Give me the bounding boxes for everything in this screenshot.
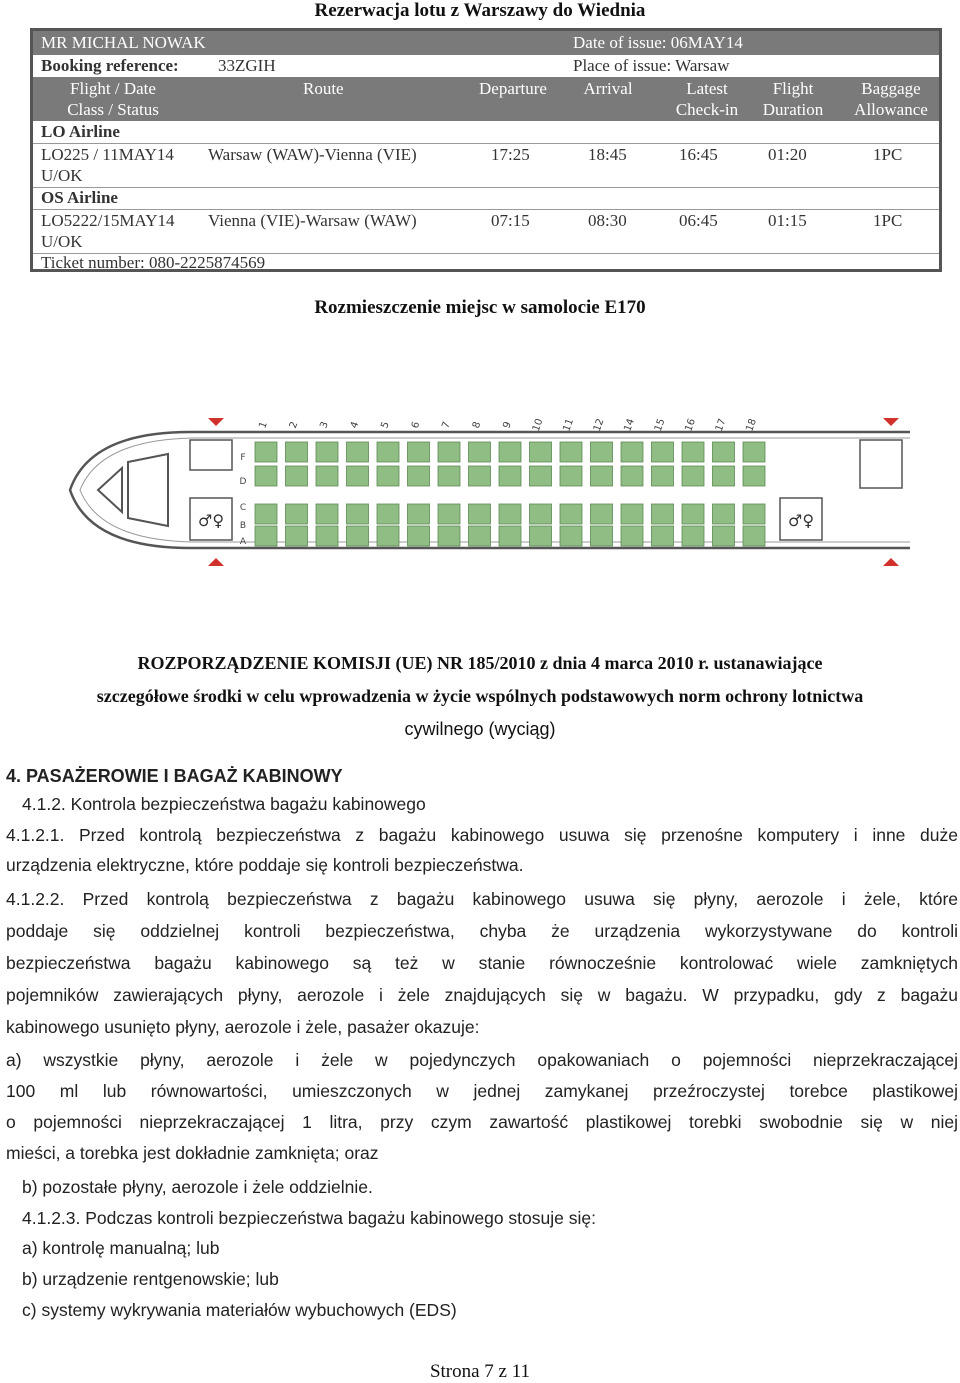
paragraph-line: 4.1.2.1. Przed kontrolą bezpieczeństwa z bagażu kabinowego usuwa się przenośne komputery i inne duże	[6, 825, 958, 845]
ticket-header-row	[33, 31, 939, 55]
galley	[190, 440, 232, 470]
seatmap-title: Rozmieszczenie miejsc w samolocie E170	[314, 297, 646, 318]
seat	[560, 526, 582, 546]
col-arrival: Arrival	[583, 79, 633, 98]
seat-letter: F	[240, 453, 246, 463]
airline-name: LO Airline	[41, 122, 120, 141]
arrival-time: 08:30	[588, 211, 627, 230]
seat	[438, 466, 460, 486]
col-latest: Latest	[686, 79, 728, 98]
col-duration: Duration	[762, 100, 824, 119]
col-baggage: Baggage	[861, 79, 921, 98]
seat	[347, 526, 369, 546]
lavatory-icon: ♂♀	[197, 511, 225, 530]
seat	[530, 466, 552, 486]
place-of-issue: Place of issue: Warsaw	[573, 56, 730, 75]
seat	[560, 466, 582, 486]
page-title: Rezerwacja lotu z Warszawy do Wiednia	[314, 0, 646, 21]
seat-row-number: 15	[652, 417, 668, 434]
ticket-number-row	[33, 253, 939, 273]
seat-row-number: 7	[440, 420, 453, 431]
seat	[438, 526, 460, 546]
col-checkin: Check-in	[675, 100, 739, 119]
seat	[316, 526, 338, 546]
paragraph-line: urządzenia elektryczne, które poddaje się kontroli bezpieczeństwa.	[6, 855, 524, 875]
seat	[530, 526, 552, 546]
seat-row-number: 10	[530, 417, 546, 434]
seat	[438, 504, 460, 524]
seat	[438, 442, 460, 462]
route: Warsaw (WAW)-Vienna (VIE)	[208, 145, 417, 164]
seat	[255, 466, 277, 486]
paragraph-line: kabinowego usunięto płyny, aerozole i żele, pasażer okazuje:	[6, 1017, 480, 1037]
status: U/OK	[41, 232, 83, 251]
seat	[743, 504, 765, 524]
paragraph-line: pojemników zawierających płyny, aerozole i żele znajdujących się w bagażu. W przypadku, gdy z bagażu	[6, 985, 958, 1005]
seat-row-number: 18	[744, 417, 759, 434]
seat	[377, 504, 399, 524]
seat	[682, 504, 704, 524]
divider	[33, 209, 939, 210]
seat	[652, 526, 674, 546]
seat	[713, 466, 735, 486]
galley	[860, 440, 902, 488]
seat	[560, 442, 582, 462]
exit-arrow-icon	[883, 558, 899, 566]
seat-row-number: 11	[561, 417, 576, 434]
seat-row-number: 1	[257, 420, 270, 431]
segment-row	[33, 187, 939, 253]
seat	[530, 504, 552, 524]
col-flight: Flight	[772, 79, 814, 98]
seat	[621, 442, 643, 462]
seat	[286, 442, 308, 462]
seat	[316, 466, 338, 486]
seat	[621, 504, 643, 524]
departure-time: 07:15	[491, 211, 530, 230]
seat-row-number: 9	[501, 420, 514, 431]
baggage-allowance: 1PC	[873, 211, 903, 230]
seat	[652, 442, 674, 462]
seat	[621, 466, 643, 486]
baggage-allowance: 1PC	[873, 145, 903, 164]
seat	[286, 526, 308, 546]
seat	[286, 504, 308, 524]
ticket-number: Ticket number: 080-2225874569	[41, 253, 266, 272]
checkin-time: 06:45	[679, 211, 718, 230]
seat	[713, 526, 735, 546]
seat-row-number: 6	[409, 420, 423, 431]
seat	[255, 442, 277, 462]
divider	[33, 187, 939, 188]
seat	[408, 466, 430, 486]
segment-row	[33, 121, 939, 187]
seat	[377, 526, 399, 546]
seat	[682, 442, 704, 462]
seat	[530, 442, 552, 462]
divider	[33, 143, 939, 144]
date-of-issue: Date of issue: 06MAY14	[573, 33, 743, 52]
booking-ref: 33ZGIH	[218, 56, 276, 75]
exit-arrow-icon	[883, 418, 899, 426]
seat	[255, 504, 277, 524]
col-allowance: Allowance	[854, 100, 928, 119]
seat	[347, 442, 369, 462]
seat	[469, 526, 491, 546]
seat	[743, 442, 765, 462]
exit-arrow-icon	[208, 558, 224, 566]
arrival-time: 18:45	[588, 145, 627, 164]
seat	[591, 526, 613, 546]
page-footer: Strona 7 z 11	[429, 1361, 531, 1382]
seat	[377, 442, 399, 462]
seat	[713, 504, 735, 524]
seat	[469, 504, 491, 524]
seat	[347, 466, 369, 486]
seat-letter: A	[239, 537, 247, 547]
flight-duration: 01:15	[768, 211, 807, 230]
flight-number: LO5222/15MAY14	[41, 211, 175, 230]
seat	[286, 466, 308, 486]
seat	[469, 442, 491, 462]
seat	[743, 526, 765, 546]
seat	[316, 504, 338, 524]
seat-row-number: 5	[379, 420, 392, 431]
departure-time: 17:25	[491, 145, 530, 164]
paragraph-line: bezpieczeństwa bagażu kabinowego są też w stanie równocześnie kontrolować wiele zamkniętych	[6, 953, 958, 973]
seat	[499, 526, 521, 546]
list-item: c) systemy wykrywania materiałów wybuchowych (EDS)	[22, 1300, 457, 1320]
subsection-heading: 4.1.2. Kontrola bezpieczeństwa bagażu kabinowego	[22, 794, 426, 814]
seat	[682, 526, 704, 546]
list-item-line: mieści, a torebka jest dokładnie zamknięta; oraz	[6, 1143, 379, 1163]
seat-letter: C	[239, 503, 247, 513]
seat-row-number: 8	[470, 420, 484, 431]
seat-row-number: 4	[348, 420, 362, 431]
list-item: a) kontrolę manualną; lub	[22, 1238, 220, 1258]
seat	[408, 442, 430, 462]
lavatory-icon: ♂♀	[787, 511, 815, 530]
seat-row-number: 14	[622, 417, 637, 434]
seat	[652, 504, 674, 524]
col-class-status: Class / Status	[67, 100, 159, 119]
col-flight-date: Flight / Date	[70, 79, 156, 98]
seat	[499, 504, 521, 524]
seat-group	[255, 442, 765, 546]
seat	[316, 442, 338, 462]
seat	[347, 504, 369, 524]
booking-ref-label: Booking reference:	[41, 56, 179, 75]
seat	[255, 526, 277, 546]
ticket-column-header	[33, 77, 939, 121]
col-route: Route	[303, 79, 344, 98]
seat-row-number: 17	[713, 417, 729, 434]
cockpit-window	[128, 454, 168, 526]
col-departure: Departure	[479, 79, 547, 98]
flight-duration: 01:20	[768, 145, 807, 164]
checkin-time: 16:45	[679, 145, 718, 164]
seat	[591, 466, 613, 486]
ticket-card	[30, 28, 942, 272]
seat-letter: D	[239, 477, 247, 487]
seat	[652, 466, 674, 486]
section-heading: 4. PASAŻEROWIE I BAGAŻ KABINOWY	[6, 766, 343, 786]
seat	[408, 504, 430, 524]
seat	[469, 466, 491, 486]
list-item: b) urządzenie rentgenowskie; lub	[22, 1269, 279, 1289]
seat	[408, 526, 430, 546]
seat	[591, 504, 613, 524]
booking-row	[33, 55, 939, 77]
seat	[499, 442, 521, 462]
airline-name: OS Airline	[41, 188, 118, 207]
status: U/OK	[41, 166, 83, 185]
route: Vienna (VIE)-Warsaw (WAW)	[208, 211, 417, 230]
seat-row-number: 3	[318, 420, 331, 431]
paragraph-line: 4.1.2.3. Podczas kontroli bezpieczeństwa bagażu kabinowego stosuje się:	[22, 1208, 596, 1228]
seat	[713, 442, 735, 462]
seat	[377, 466, 399, 486]
seat-row-number: 12	[591, 417, 607, 434]
seat	[591, 442, 613, 462]
paragraph-line: 4.1.2.2. Przed kontrolą bezpieczeństwa z bagażu kabinowego usuwa się płyny, aerozole i żele, które	[6, 889, 958, 909]
seat-letter: B	[239, 521, 247, 531]
exit-arrow-icon	[208, 418, 224, 426]
seat	[743, 466, 765, 486]
seat-row-number: 2	[287, 420, 301, 431]
seat	[621, 526, 643, 546]
list-item-line: a) wszystkie płyny, aerozole i żele w pojedynczych opakowaniach o pojemności nieprzekraczającej	[6, 1050, 958, 1070]
cockpit-window	[98, 468, 122, 512]
regulation-heading: szczegółowe środki w celu wprowadzenia w życie wspólnych podstawowych norm ochrony lotnictwa	[96, 686, 864, 706]
passenger-name: MR MICHAL NOWAK	[41, 33, 206, 52]
seat	[560, 504, 582, 524]
paragraph-line: poddaje się oddzielnej kontroli bezpieczeństwa, chyba że urządzenia wykorzystywane do kontroli	[6, 921, 958, 941]
flight-number: LO225 / 11MAY14	[41, 145, 174, 164]
regulation-heading: cywilnego (wyciąg)	[404, 719, 556, 739]
list-item-line: 100 ml lub równowartości, umieszczonych w jednej zamykanej przeźroczystej torebce plastikowej	[6, 1081, 958, 1101]
seat	[499, 466, 521, 486]
seat-map	[40, 380, 930, 595]
list-item-line: o pojemności nieprzekraczającej 1 litra, przy czym zawartość plastikowej torebki swobodnie się w niej	[6, 1112, 958, 1132]
seat-row-number: 16	[683, 417, 698, 434]
regulation-heading: ROZPORZĄDZENIE KOMISJI (UE) NR 185/2010 z dnia 4 marca 2010 r. ustanawiające	[137, 653, 823, 673]
seat	[682, 466, 704, 486]
list-item: b) pozostałe płyny, aerozole i żele oddzielnie.	[22, 1177, 373, 1197]
